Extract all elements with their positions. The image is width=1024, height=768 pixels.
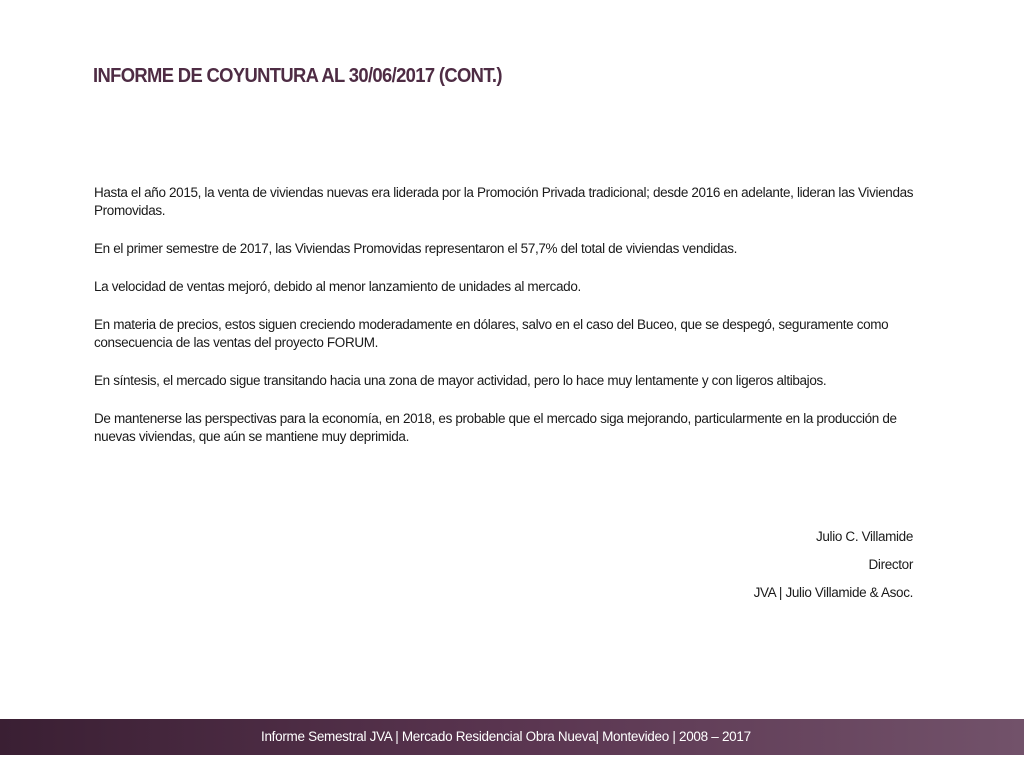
page-title: INFORME DE COYUNTURA AL 30/06/2017 (CONT.) bbox=[93, 65, 502, 87]
paragraph-promoted-share: En el primer semestre de 2017, las Viviendas Promovidas representaron el 57,7% del total de viviendas vendidas. bbox=[94, 241, 738, 256]
footer-text: Informe Semestral JVA | Mercado Residencial Obra Nueva| Montevideo | 2008 – 2017 bbox=[261, 729, 751, 744]
paragraph-prices: En materia de precios, estos siguen creciendo moderadamente en dólares, salvo en el caso del Buceo, que se despegó, seguramente como consecuencia de las ventas del proyecto FORUM. bbox=[94, 317, 889, 350]
footer-bar bbox=[0, 719, 1024, 755]
signature-name: Julio C. Villamide bbox=[816, 529, 913, 544]
paragraph-synthesis: En síntesis, el mercado sigue transitando hacia una zona de mayor actividad, pero lo hace muy lentamente y con ligeros altibajos. bbox=[94, 373, 827, 388]
signature-block bbox=[754, 528, 913, 612]
report-body bbox=[94, 184, 924, 466]
paragraph-outlook: De mantenerse las perspectivas para la economía, en 2018, es probable que el mercado siga mejorando, particularmente en la producción de nuevas viviendas, que aún se mantiene muy deprimida. bbox=[94, 411, 897, 444]
paragraph-sales-velocity: La velocidad de ventas mejoró, debido al menor lanzamiento de unidades al mercado. bbox=[94, 279, 581, 294]
paragraph-sales-leadership: Hasta el año 2015, la venta de viviendas nuevas era liderada por la Promoción Privada tradicional; desde 2016 en adelante, lideran las Viviendas Promovidas. bbox=[94, 185, 914, 218]
signature-role: Director bbox=[868, 557, 913, 572]
signature-company: JVA | Julio Villamide & Asoc. bbox=[753, 585, 913, 600]
